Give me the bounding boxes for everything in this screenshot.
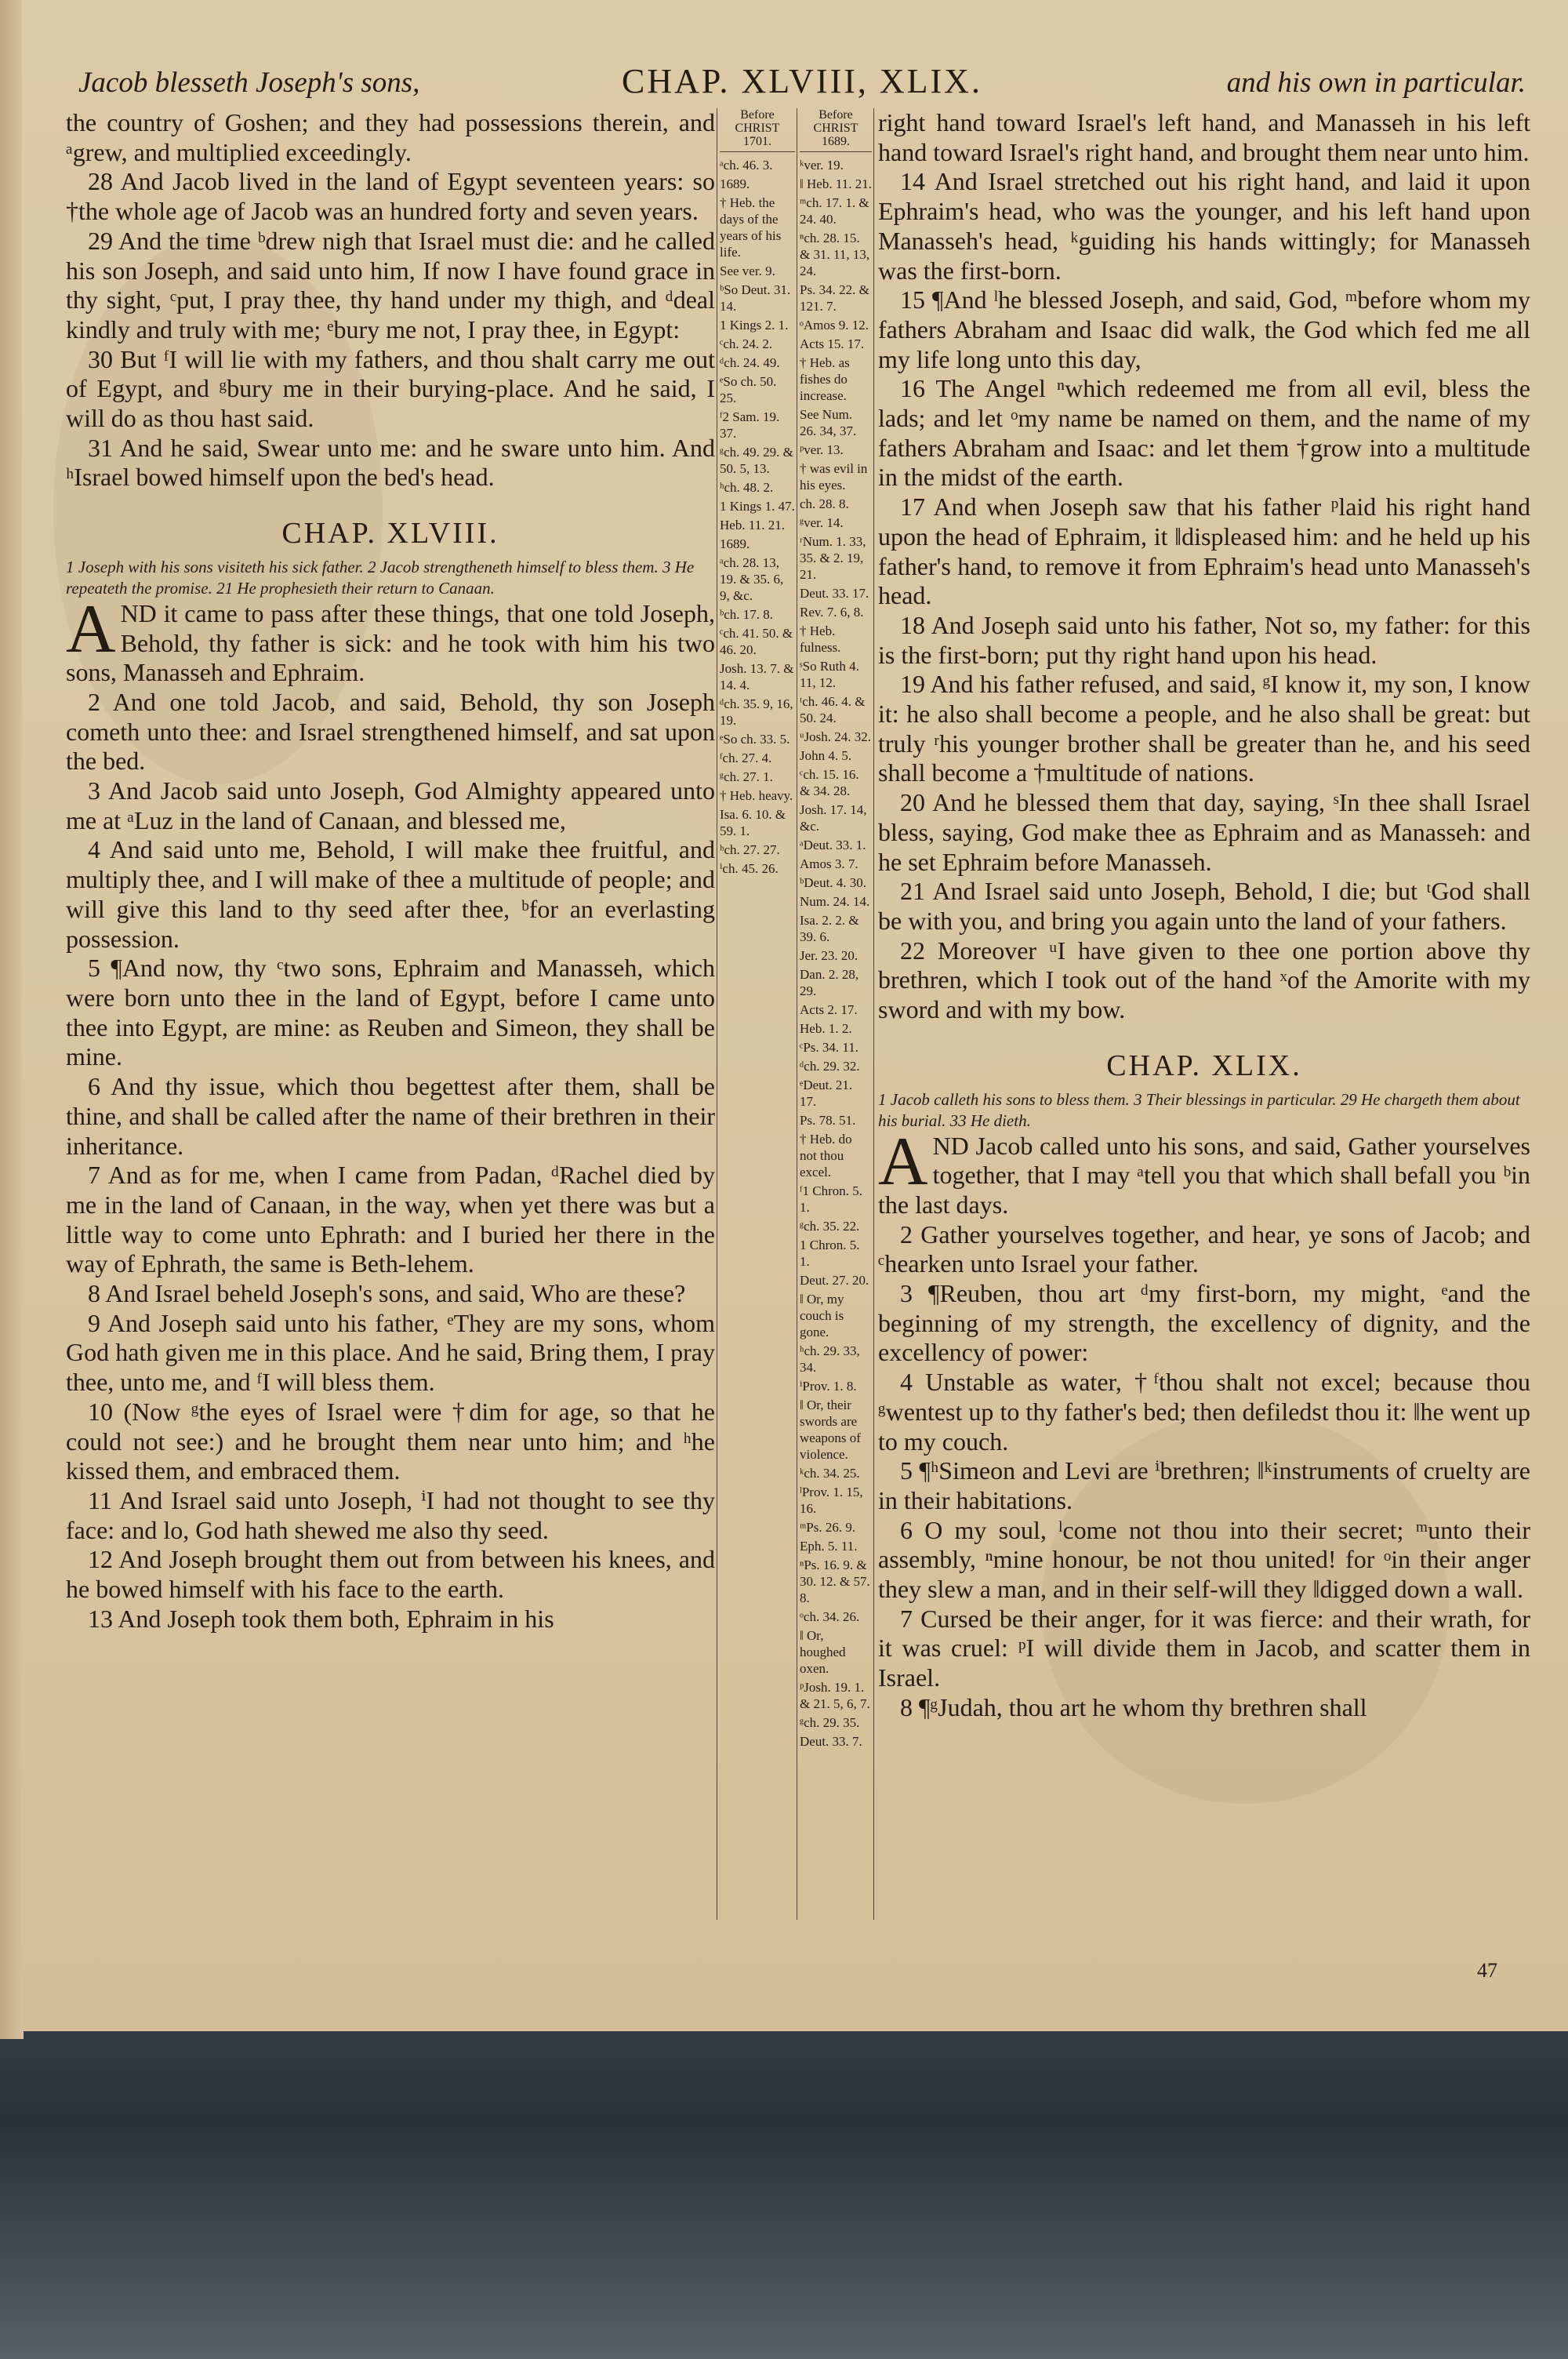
drop-cap: A [878, 1123, 928, 1200]
first-verse [878, 1123, 1530, 1220]
verse-continuation: right hand toward Israel's left hand, and Manasseh in his left hand toward Israel's right hand, and brought them near unto him. [878, 108, 1530, 166]
first-verse-text: ND it came to pass after these things, that one told Joseph, Behold, thy father is sick: and he took with him his two sons, Manasseh and Ephraim. [66, 598, 715, 687]
margin-reference: ᵒAmos 9. 12. [800, 318, 869, 333]
margin-reference: Num. 24. 14. [800, 894, 870, 909]
margin-reference: † Heb. do not thou excel. [800, 1132, 852, 1180]
margin-date-header: Before CHRIST 1701. [720, 108, 795, 152]
verse: 19 And his father refused, and said, ᵍI know it, my son, I know it: he also shall become a people, and he also shall be great: but truly ʳhis younger brother shall be greater than he, and his seed shall become a †multitude of nations. [878, 670, 1530, 787]
chapter-summary: 1 Joseph with his sons visiteth his sick father. 2 Jacob strengtheneth himself to bless them. 3 He repeateth the promise. 21 He prophesieth their return to Canaan. [66, 557, 695, 598]
verse: 8 ¶ᵍJudah, thou art he whom thy brethren shall [900, 1692, 1367, 1721]
margin-reference: ᵃch. 46. 3. [720, 158, 773, 173]
margin-reference: Acts 2. 17. [800, 1002, 858, 1017]
margin-reference: Heb. 1. 2. [800, 1021, 852, 1036]
verse: 7 Cursed be their anger, for it was fierce: and their wrath, for it was cruel: ᵖI will divide them in Jacob, and scatter them in Israel. [878, 1604, 1530, 1692]
margin-references-right [800, 108, 872, 1752]
margin-reference: ᵍch. 35. 22. [800, 1219, 860, 1234]
margin-reference: ᵗch. 46. 4. & 50. 24. [800, 694, 866, 725]
verse: 17 And when Joseph saw that his father ᵖlaid his right hand upon the head of Ephraim, it ‖displeased him: and he held up his father's hand, to remove it from Ephraim's head unto Manasseh's head. [878, 493, 1530, 610]
margin-reference: Heb. 11. 21. [720, 518, 785, 533]
margin-reference: ᵍch. 27. 1. [720, 769, 773, 784]
margin-reference: ⁱch. 45. 26. [720, 861, 779, 876]
margin-reference: Jer. 23. 20. [800, 948, 858, 963]
verse: 14 And Israel stretched out his right hand, and laid it upon Ephraim's head, who was the younger, and his left hand upon Manasseh's head, ᵏguiding his hands wittingly; for Manasseh was the first-born. [878, 167, 1530, 285]
first-verse [66, 591, 715, 688]
chapter-heading: CHAP. XLVIII. [281, 517, 499, 551]
right-text-column [878, 108, 1530, 1723]
margin-reference: ᶠch. 27. 4. [720, 751, 772, 765]
verse: 3 And Jacob said unto Joseph, God Almighty appeared unto me at ᵃLuz in the land of Canaan, and blessed me, [66, 776, 715, 834]
left-text-column [66, 108, 715, 1634]
margin-reference: ᵃch. 28. 13, 19. & 35. 6, 9, &c. [720, 555, 784, 603]
margin-reference: ᵇch. 17. 8. [720, 607, 774, 622]
margin-reference: † Heb. fulness. [800, 623, 841, 655]
verse: 7 And as for me, when I came from Padan, ᵈRachel died by me in the land of Canaan, in the way, when yet there was but a little way to come unto Ephrath: and I buried her there in the way of Ephrath, the same is Beth-lehem. [66, 1161, 715, 1278]
bible-page [22, 0, 1568, 2031]
margin-reference: Josh. 17. 14, &c. [800, 802, 867, 834]
margin-reference: Ps. 34. 22. & 121. 7. [800, 282, 869, 314]
margin-reference: ᶜch. 24. 2. [720, 336, 773, 351]
verse: 13 And Joseph took them both, Ephraim in his [88, 1604, 554, 1633]
margin-reference: ‖ Or, my couch is gone. [800, 1292, 844, 1339]
margin-reference: Deut. 27. 20. [800, 1273, 869, 1288]
page-number: 47 [1477, 1959, 1497, 1982]
chapter-heading: CHAP. XLIX. [1106, 1049, 1302, 1082]
margin-reference: † Heb. the days of the years of his life. [720, 195, 782, 260]
margin-reference: See ver. 9. [720, 264, 775, 278]
page-left-edge [0, 0, 24, 2039]
margin-reference: Amos 3. 7. [800, 856, 858, 871]
margin-reference: 1689. [720, 176, 750, 191]
first-verse-text: ND Jacob called unto his sons, and said, Gather yourselves together, that I may ᵃtell you that which shall befall you ᵇin the last days. [878, 1131, 1530, 1219]
verse: 4 And said unto me, Behold, I will make thee fruitful, and multiply thee, and I will make of thee a multitude of people; and will give this land to thy seed after thee, ᵇfor an everlasting possession. [66, 835, 715, 953]
margin-references-left [720, 108, 795, 879]
margin-reference: ‖ Heb. 11. 21. [800, 176, 872, 191]
margin-reference: Isa. 6. 10. & 59. 1. [720, 807, 786, 838]
margin-reference: ᵍver. 14. [800, 515, 844, 530]
margin-reference: ᵏch. 34. 25. [800, 1466, 860, 1481]
margin-reference: Isa. 2. 2. & 39. 6. [800, 913, 859, 944]
margin-reference: † Heb. heavy. [720, 788, 793, 803]
verse: 3 ¶Reuben, thou art ᵈmy first-born, my might, ᵉand the beginning of my strength, the excellency of dignity, and the excellency of power: [878, 1279, 1530, 1367]
margin-reference: Ps. 78. 51. [800, 1113, 856, 1128]
margin-reference: ⁿPs. 16. 9. & 30. 12. & 57. 8. [800, 1558, 870, 1605]
margin-reference: ᵉSo ch. 33. 5. [720, 732, 790, 747]
margin-reference: ᵐch. 17. 1. & 24. 40. [800, 195, 869, 227]
running-header [78, 61, 1526, 100]
verse: 11 And Israel said unto Joseph, ⁱI had not thought to see thy face: and lo, God hath shewed me also thy seed. [66, 1485, 715, 1544]
margin-reference: ᵉSo ch. 50. 25. [720, 374, 777, 405]
verse: 31 And he said, Swear unto me: and he sware unto him. And ʰIsrael bowed himself upon the bed's head. [66, 433, 715, 492]
margin-reference: ᵖJosh. 19. 1. & 21. 5, 6, 7. [800, 1680, 870, 1711]
column-rule [873, 108, 874, 1920]
margin-reference: Dan. 2. 28, 29. [800, 967, 859, 998]
margin-reference: ᵃDeut. 33. 1. [800, 838, 866, 852]
verse: 20 And he blessed them that day, saying, ˢIn thee shall Israel bless, saying, God make thee as Ephraim and as Manasseh: and he set Ephraim before Manasseh. [878, 788, 1530, 876]
margin-reference: Acts 15. 17. [800, 336, 865, 351]
header-left: Jacob blesseth Joseph's sons, [78, 67, 420, 99]
margin-reference: ʳNum. 1. 33, 35. & 2. 19, 21. [800, 534, 866, 582]
margin-reference: Eph. 5. 11. [800, 1539, 858, 1554]
margin-reference: ᵉDeut. 21. 17. [800, 1078, 853, 1109]
margin-reference: ᶠ2 Sam. 19. 37. [720, 409, 780, 441]
margin-reference: Deut. 33. 17. [800, 586, 869, 601]
margin-date-header: Before CHRIST 1689. [800, 108, 872, 152]
margin-reference: ᵈch. 29. 32. [800, 1059, 860, 1074]
margin-reference: ᵇSo Deut. 31. 14. [720, 282, 791, 314]
header-center: CHAP. XLVIII, XLIX. [622, 62, 982, 100]
margin-reference: ᶠ1 Chron. 5. 1. [800, 1183, 863, 1215]
margin-reference: ᵍch. 29. 35. [800, 1715, 860, 1730]
margin-reference: ˡProv. 1. 15, 16. [800, 1485, 863, 1516]
margin-reference: ᵈch. 35. 9, 16, 19. [720, 696, 793, 728]
margin-reference: ᶜch. 41. 50. & 46. 20. [720, 626, 793, 657]
margin-reference: See Num. 26. 34, 37. [800, 407, 857, 438]
margin-reference: ⁱProv. 1. 8. [800, 1379, 857, 1394]
margin-reference: ʰch. 48. 2. [720, 480, 774, 495]
background-surface [0, 1992, 1568, 2359]
header-right: and his own in particular. [1226, 67, 1526, 99]
margin-reference: 1 Chron. 5. 1. [800, 1238, 860, 1269]
margin-reference: ᶜch. 15. 16. & 34. 28. [800, 767, 859, 798]
verse: 8 And Israel beheld Joseph's sons, and said, Who are these? [88, 1279, 686, 1308]
verse: 15 ¶And ˡhe blessed Joseph, and said, God, ᵐbefore whom my fathers Abraham and Isaac did walk, the God which fed me all my life long unto this day, [878, 285, 1530, 373]
margin-reference: ᵇDeut. 4. 30. [800, 875, 867, 890]
margin-reference: ᵐPs. 26. 9. [800, 1520, 856, 1535]
margin-reference: 1689. [720, 536, 750, 551]
verse: 2 And one told Jacob, and said, Behold, thy son Joseph cometh unto thee: and Israel strengthened himself, and sat upon the bed. [66, 687, 715, 776]
margin-reference: ʰch. 29. 33, 34. [800, 1343, 860, 1375]
verse: 29 And the time ᵇdrew nigh that Israel must die: and he called his son Joseph, and said unto him, If now I have found grace in thy sight, ᶜput, I pray thee, thy hand under my thigh, and ᵈdeal kindly and truly with me; ᵉbury me not, I pray thee, in Egypt: [66, 226, 715, 343]
verse: 18 And Joseph said unto his father, Not so, my father: for this is the first-born; put thy right hand upon his head. [878, 610, 1530, 669]
verse: 10 (Now ᵍthe eyes of Israel were †dim for age, so that he could not see:) and he brought them near unto him; and ʰhe kissed them, and embraced them. [66, 1397, 715, 1485]
drop-cap: A [66, 591, 116, 667]
margin-reference: ᵏver. 19. [800, 158, 844, 173]
verse-continuation: the country of Goshen; and they had possessions therein, and ᵃgrew, and multiplied exceedingly. [66, 108, 715, 166]
margin-reference: Rev. 7. 6, 8. [800, 605, 864, 620]
margin-reference: ‖ Or, houghed oxen. [800, 1628, 846, 1676]
margin-reference: ᵍch. 49. 29. & 50. 5, 13. [720, 445, 793, 476]
margin-reference: ⁿch. 28. 15. & 31. 11, 13, 24. [800, 231, 870, 278]
verse: 30 But ᶠI will lie with my fathers, and thou shalt carry me out of Egypt, and ᵍbury me in their burying-place. And he said, I will do as thou hast said. [66, 344, 715, 433]
verse: 5 ¶And now, thy ᶜtwo sons, Ephraim and Manasseh, which were born unto thee in the land of Egypt, before I came unto thee into Egypt, are mine: as Reuben and Simeon, they shall be mine. [66, 954, 715, 1071]
margin-reference: ᵒch. 34. 26. [800, 1609, 860, 1624]
margin-reference: ᵘJosh. 24. 32. [800, 729, 872, 744]
margin-reference: ch. 28. 8. [800, 496, 849, 511]
margin-reference: † Heb. as fishes do increase. [800, 355, 850, 403]
verse: 21 And Israel said unto Joseph, Behold, I die; but ᵗGod shall be with you, and bring you again unto the land of your fathers. [878, 877, 1530, 935]
margin-reference: Deut. 33. 7. [800, 1734, 862, 1749]
verse: 28 And Jacob lived in the land of Egypt seventeen years: so †the whole age of Jacob was an hundred forty and seven years. [66, 167, 715, 226]
verse: 12 And Joseph brought them out from between his knees, and he bowed himself with his face to the earth. [66, 1545, 715, 1604]
verse: 6 O my soul, ˡcome not thou into their secret; ᵐunto their assembly, ⁿmine honour, be not thou united! for ᵒin their anger they slew a man, and in their self-will they ‖digged down a wall. [878, 1515, 1530, 1604]
verse: 16 The Angel ⁿwhich redeemed me from all evil, bless the lads; and let ᵒmy name be named on them, and the name of my fathers Abraham and Isaac: and let them †grow into a multitude in the midst of the earth. [878, 374, 1530, 492]
margin-reference: ʰch. 27. 27. [720, 842, 780, 857]
verse: 6 And thy issue, which thou begettest after them, shall be thine, and shall be called after the name of their brethren in their inheritance. [66, 1072, 715, 1160]
margin-reference: † was evil in his eyes. [800, 461, 868, 493]
verse: 2 Gather yourselves together, and hear, ye sons of Jacob; and ᶜhearken unto Israel your father. [878, 1219, 1530, 1278]
margin-reference: John 4. 5. [800, 748, 852, 763]
margin-reference: ᵈch. 24. 49. [720, 355, 780, 370]
verse: 22 Moreover ᵘI have given to thee one portion above thy brethren, which I took out of the hand ˣof the Amorite with my sword and with my bow. [878, 936, 1530, 1024]
chapter-summary: 1 Jacob calleth his sons to bless them. 3 Their blessings in particular. 29 He chargeth them about his burial. 33 He dieth. [878, 1089, 1520, 1130]
margin-reference: ᶜPs. 34. 11. [800, 1040, 859, 1055]
margin-reference: ˢSo Ruth 4. 11, 12. [800, 659, 859, 690]
verse: 5 ¶ʰSimeon and Levi are ⁱbrethren; ‖ᵏinstruments of cruelty are in their habitations. [878, 1456, 1530, 1514]
margin-reference: 1 Kings 1. 47. [720, 499, 795, 514]
margin-reference: ‖ Or, their swords are weapons of violence. [800, 1398, 861, 1462]
margin-reference: ᵖver. 13. [800, 442, 844, 457]
margin-reference: Josh. 13. 7. & 14. 4. [720, 661, 794, 692]
verse: 9 And Joseph said unto his father, ᵉThey are my sons, whom God hath given me in this place. And he said, Bring them, I pray thee, unto me, and ᶠI will bless them. [66, 1308, 715, 1397]
margin-reference: 1 Kings 2. 1. [720, 318, 789, 333]
verse: 4 Unstable as water, †ᶠthou shalt not excel; because thou ᵍwentest up to thy father's bed; then defiledst thou it: ‖he went up to my couch. [878, 1368, 1530, 1456]
